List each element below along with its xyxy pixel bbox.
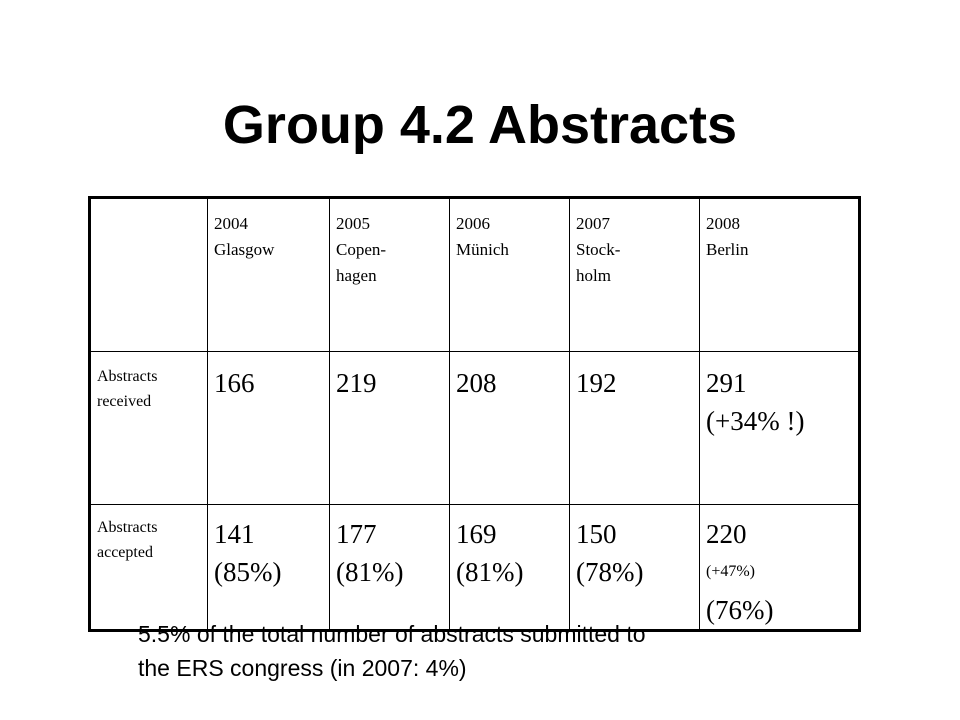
received-2007: 192 bbox=[570, 352, 700, 505]
header-cell-2004 bbox=[208, 198, 330, 352]
header-city: Copen- bbox=[336, 240, 387, 259]
slide-title: Group 4.2 Abstracts bbox=[222, 95, 738, 155]
header-city: Berlin bbox=[706, 240, 749, 259]
header-city: hagen bbox=[336, 266, 377, 285]
header-city: holm bbox=[576, 266, 611, 285]
received-increase: (+34% !) bbox=[706, 406, 805, 436]
header-year: 2005 bbox=[336, 214, 370, 233]
footnote: 5.5% of the total number of abstracts submitted to the ERS congress (in 2007: 4%) bbox=[138, 621, 646, 681]
table-row-received bbox=[90, 352, 860, 505]
header-city: Münich bbox=[456, 240, 509, 259]
header-year: 2004 bbox=[214, 214, 248, 233]
header-year: 2008 bbox=[706, 214, 740, 233]
received-2004: 166 bbox=[208, 352, 330, 505]
header-city: Glasgow bbox=[214, 240, 275, 259]
accepted-2006: 169 (81%) bbox=[450, 505, 570, 631]
header-city: Stock- bbox=[576, 240, 621, 259]
received-2005: 219 bbox=[330, 352, 450, 505]
table-header-row bbox=[90, 198, 860, 352]
table-row-accepted bbox=[90, 505, 860, 631]
accepted-increase: (+47%) bbox=[706, 563, 756, 580]
accepted-2004: 141 (85%) bbox=[208, 505, 330, 631]
accepted-2008: 220 (+47%) (76%) bbox=[700, 505, 860, 631]
abstracts-table bbox=[88, 196, 861, 632]
header-cell-2005 bbox=[330, 198, 450, 352]
header-year: 2006 bbox=[456, 214, 490, 233]
header-cell-2007 bbox=[570, 198, 700, 352]
empty-corner-cell bbox=[90, 198, 208, 352]
row-label-received: Abstracts received bbox=[90, 352, 208, 505]
header-year: 2007 bbox=[576, 214, 610, 233]
received-2008: 291 (+34% !) bbox=[700, 352, 860, 505]
row-label-accepted: Abstracts accepted bbox=[90, 505, 208, 631]
header-cell-2006 bbox=[450, 198, 570, 352]
header-cell-2008 bbox=[700, 198, 860, 352]
accepted-2007: 150 (78%) bbox=[570, 505, 700, 631]
received-2006: 208 bbox=[450, 352, 570, 505]
accepted-2005: 177 (81%) bbox=[330, 505, 450, 631]
